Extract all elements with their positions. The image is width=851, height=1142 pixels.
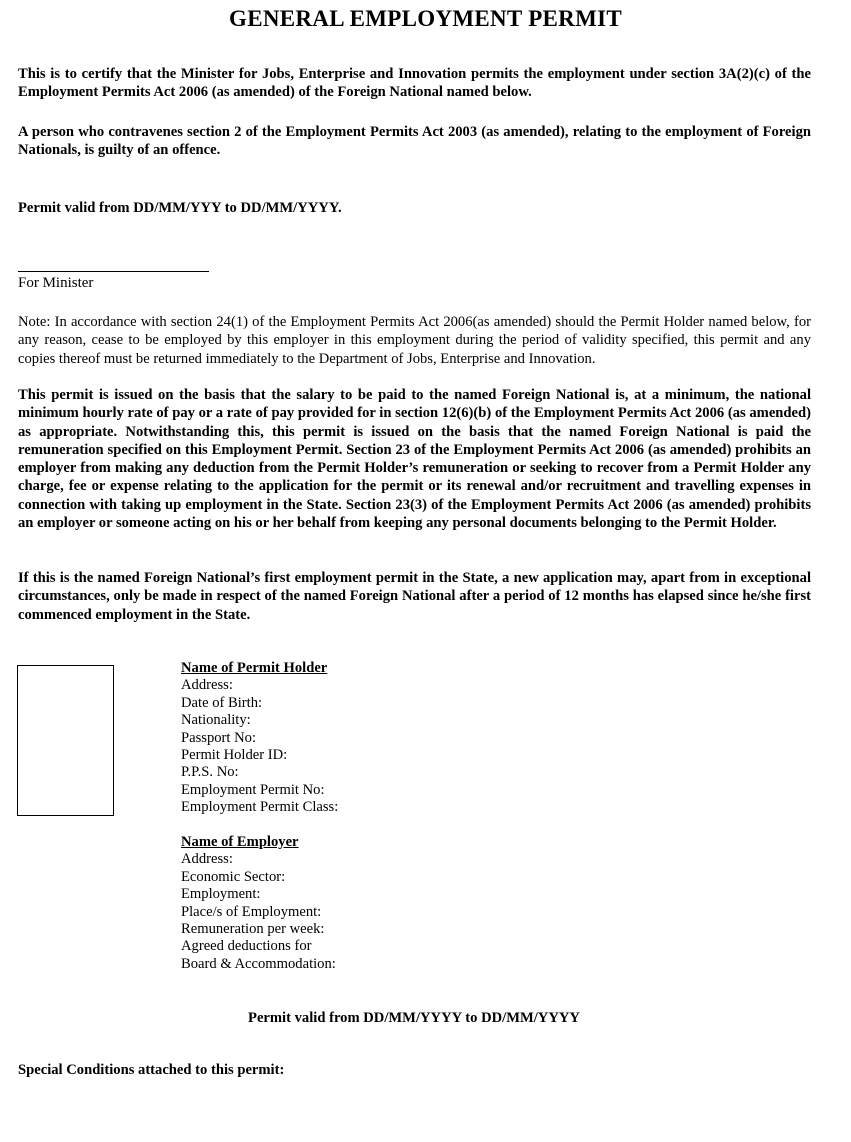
signature-label: For Minister (18, 275, 94, 291)
employment-label: Employment: (181, 886, 261, 903)
special-conditions-label: Special Conditions attached to this permit: (18, 1062, 285, 1078)
agreed-deductions-label: Agreed deductions for (181, 938, 312, 955)
employer-address-label: Address: (181, 851, 233, 868)
photo-placeholder (17, 665, 114, 816)
permit-holder-nationality-label: Nationality: (181, 712, 251, 729)
salary-paragraph: This permit is issued on the basis that the salary to be paid to the named Foreign National is, at a minimum, the national minimum hourly rate of pay or a rate of pay provided for in section 12(6)(b) of the Employment Permits Act 2006 (as amended) as appropriate. Notwithstanding this, this permit is issued on the basis that the named Foreign National is paid the remuneration specified on this Employment Permit. Section 23 of the Employment Permits Act 2006 (as amended) prohibits an employer from making any deduction from the Permit Holder’s remuneration or seeking to recover from a Permit Holder any charge, fee or expense relating to the application for the permit or its renewal and/or recruitment and travelling expenses in connection with taking up employment in the State. Section 23(3) of the Employment Permits Act 2006 (as amended) prohibits an employer or someone acting on his or her behalf from keeping any personal documents belonging to the Permit Holder. (18, 387, 811, 532)
permit-holder-details (181, 660, 338, 817)
validity-statement-bottom: Permit valid from DD/MM/YYYY to DD/MM/YYYY (248, 1010, 580, 1026)
permit-holder-id-label: Permit Holder ID: (181, 747, 288, 764)
note-paragraph: Note: In accordance with section 24(1) of the Employment Permits Act 2006(as amended) should the Permit Holder named below, for any reason, cease to be employed by this employer in this employment during the period of validity specified, this permit and any copies thereof must be returned immediately to the Department of Jobs, Enterprise and Innovation. (18, 314, 811, 367)
offence-paragraph: A person who contravenes section 2 of the Employment Permits Act 2003 (as amended), relating to the employment of Foreign Nationals, is guilty of an offence. (18, 124, 811, 159)
signature-line (18, 271, 209, 272)
permit-holder-address-label: Address: (181, 677, 233, 694)
certify-paragraph: This is to certify that the Minister for Jobs, Enterprise and Innovation permits the employment under section 3A(2)(c) of the Employment Permits Act 2006 (as amended) of the Foreign National named below. (18, 66, 811, 101)
employment-permit-class-label: Employment Permit Class: (181, 799, 339, 816)
permit-holder-pps-label: P.P.S. No: (181, 764, 239, 781)
places-of-employment-label: Place/s of Employment: (181, 903, 322, 920)
permit-holder-passport-label: Passport No: (181, 729, 256, 746)
permit-holder-dob-label: Date of Birth: (181, 694, 263, 711)
remuneration-label: Remuneration per week: (181, 921, 325, 938)
permit-holder-heading: Name of Permit Holder (181, 660, 328, 676)
first-permit-paragraph: If this is the named Foreign National’s first employment permit in the State, a new application may, apart from in exceptional circumstances, only be made in respect of the named Foreign National after a period of 12 months has elapsed since he/she first commenced employment in the State. (18, 570, 811, 623)
economic-sector-label: Economic Sector: (181, 868, 286, 885)
validity-statement-top: Permit valid from DD/MM/YYY to DD/MM/YYYY. (18, 200, 342, 216)
board-accommodation-label: Board & Accommodation: (181, 955, 336, 972)
employer-details (181, 834, 336, 973)
document-title: GENERAL EMPLOYMENT PERMIT (229, 6, 622, 31)
employment-permit-no-label: Employment Permit No: (181, 781, 325, 798)
employer-heading: Name of Employer (181, 834, 299, 850)
